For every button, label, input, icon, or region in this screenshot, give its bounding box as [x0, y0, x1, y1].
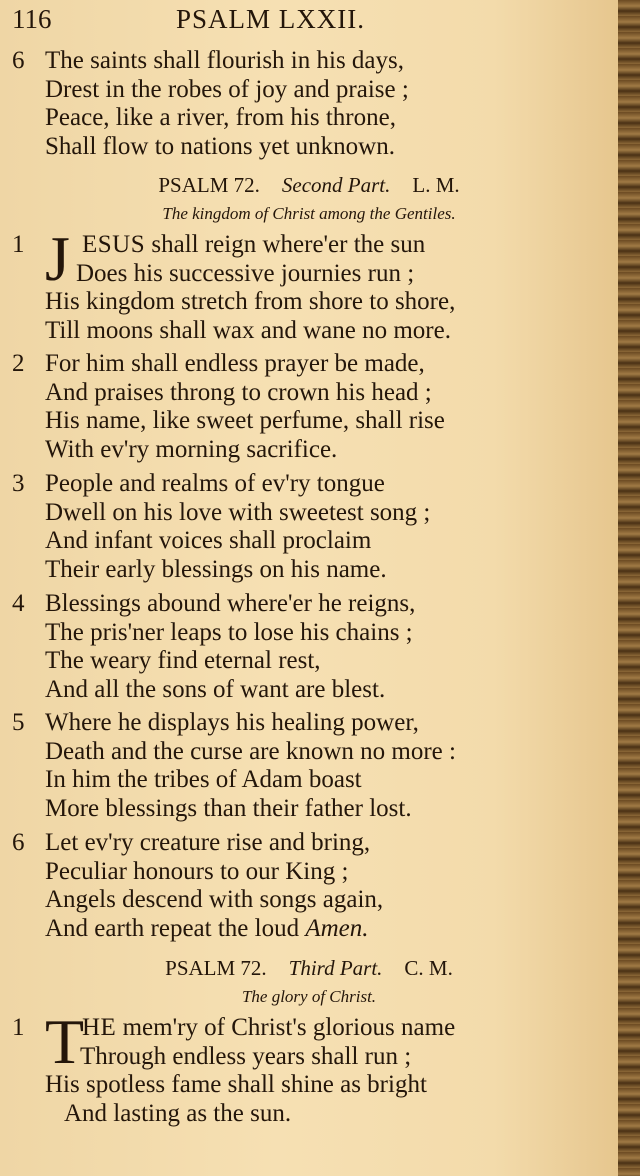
section-subtitle: The kingdom of Christ among the Gentiles.	[162, 204, 456, 223]
verse-line: For him shall endless prayer be made,	[45, 350, 425, 377]
part-label: Third Part.	[288, 956, 383, 980]
psalm-label: PSALM 72.	[158, 173, 260, 197]
meter-label: L. M.	[412, 173, 460, 197]
verse-line: His kingdom stretch from shore to shore,	[45, 288, 456, 315]
verse-line: Death and the curse are known no more :	[45, 737, 456, 765]
stanza-4	[12, 590, 415, 704]
verse-line: More blessings than their father lost.	[45, 794, 412, 822]
verse-line: HE mem'ry of Christ's glorious name	[82, 1014, 456, 1041]
running-head	[0, 4, 618, 38]
verse-line: Drest in the robes of joy and praise ;	[45, 75, 409, 103]
verse-line: Dwell on his love with sweetest song ;	[45, 498, 431, 526]
verse-line: His spotless fame shall shine as bright	[45, 1071, 427, 1098]
verse-number: 5	[12, 709, 25, 736]
stanza-1	[12, 223, 456, 345]
verse-line: Let ev'ry creature rise and bring,	[45, 829, 371, 856]
section-heading-third-part	[0, 956, 618, 981]
verse-line: Shall flow to nations yet unknown.	[45, 132, 395, 160]
verse-line: Angels descend with songs again,	[45, 886, 384, 913]
verse-line: And praises throng to crown his head ;	[45, 378, 432, 406]
verse-number: 6	[12, 47, 25, 74]
verse-line: The weary find eternal rest,	[45, 647, 321, 674]
verse-line: The pris'ner leaps to lose his chains ;	[45, 618, 413, 646]
verse-line: And infant voices shall proclaim	[45, 527, 372, 554]
part-label: Second Part.	[281, 173, 391, 197]
page-edge	[618, 0, 640, 1176]
verse-number: 4	[12, 590, 25, 617]
verse-line: Peace, like a river, from his throne,	[45, 104, 396, 131]
stanza-5	[12, 709, 456, 823]
verse-number: 1	[12, 1014, 25, 1041]
verse-number: 2	[12, 350, 25, 377]
verse-line: And all the sons of want are blest.	[45, 675, 386, 703]
verse-line: Peculiar honours to our King ;	[45, 857, 349, 885]
verse-line: ESUS shall reign where'er the sun	[82, 231, 426, 258]
stanza-3	[12, 470, 430, 584]
section-subtitle: The glory of Christ.	[241, 987, 377, 1006]
verse-line: Blessings abound where'er he reigns,	[45, 590, 416, 617]
page-number: 116	[12, 4, 52, 34]
verse-line: And earth repeat the loud Amen.	[45, 914, 369, 942]
amen-italic: Amen.	[305, 914, 369, 942]
verse-line: With ev'ry morning sacrifice.	[45, 435, 338, 463]
meter-label: C. M.	[404, 956, 453, 980]
carryover-stanza	[12, 47, 409, 161]
verse-number: 3	[12, 470, 25, 497]
stanza-6	[12, 829, 383, 943]
drop-cap: J	[45, 223, 70, 294]
verse-line: Their early blessings on his name.	[45, 555, 387, 583]
verse-line: And lasting as the sun.	[64, 1099, 292, 1127]
verse-number: 1	[12, 231, 25, 258]
verse-line: His name, like sweet perfume, shall rise	[45, 407, 445, 434]
drop-cap: T	[45, 1006, 85, 1077]
stanza-2	[12, 350, 445, 464]
verse-line: Through endless years shall run ;	[80, 1042, 412, 1070]
verse-line: Where he displays his healing power,	[45, 709, 419, 736]
verse-line: The saints shall flourish in his days,	[45, 47, 404, 74]
verse-number: 6	[12, 829, 25, 856]
section-heading-second-part	[0, 173, 618, 198]
running-title: PSALM LXXII.	[176, 4, 366, 34]
psalm-label: PSALM 72.	[165, 956, 267, 980]
verse-line: In him the tribes of Adam boast	[45, 766, 362, 793]
verse-line: Till moons shall wax and wane no more.	[45, 316, 451, 344]
verse-line: Does his successive journies run ;	[76, 259, 415, 287]
verse-line: People and realms of ev'ry tongue	[45, 470, 385, 497]
third-part-stanza-1	[12, 1006, 456, 1128]
